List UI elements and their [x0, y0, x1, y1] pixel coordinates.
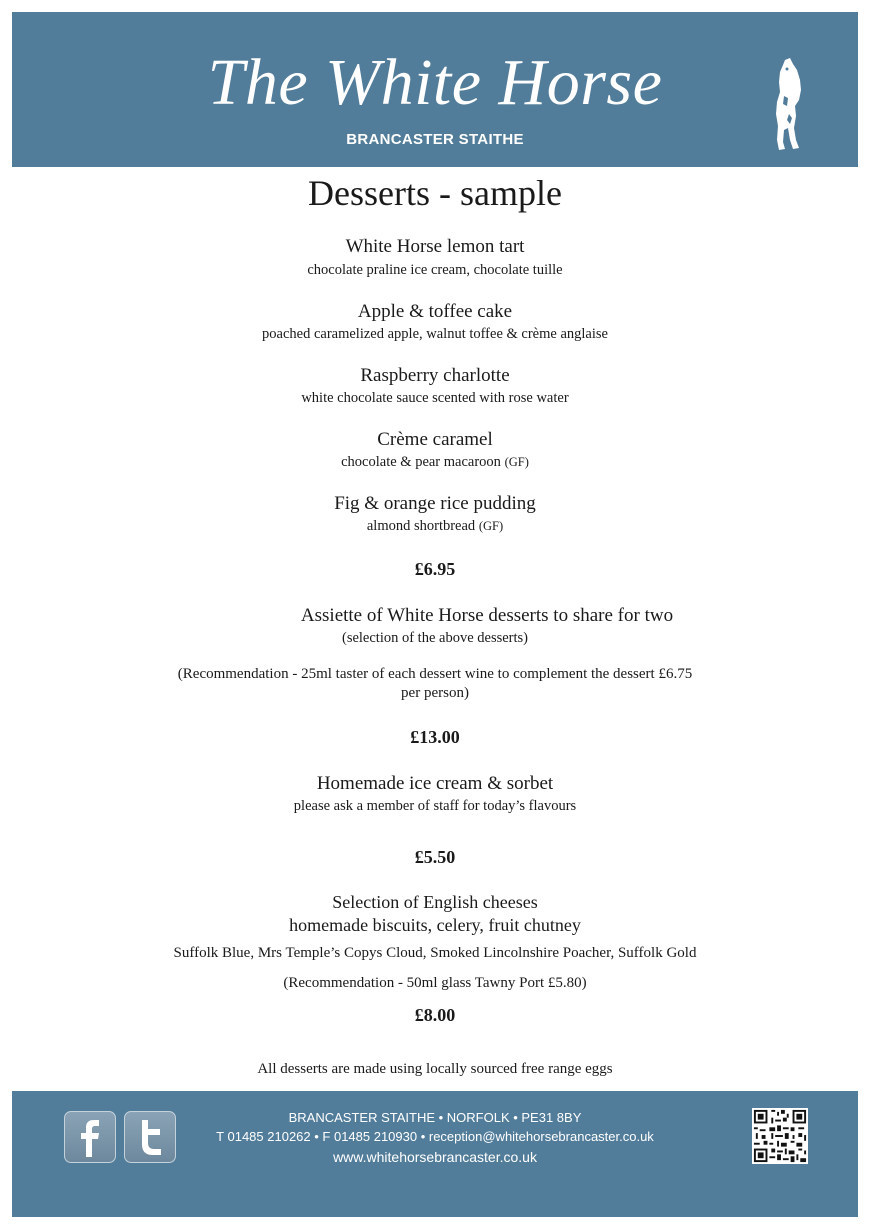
dish-description: almond shortbread: [366, 518, 476, 534]
dish-description: (selection of the above desserts): [341, 630, 528, 646]
price: £13.00: [410, 727, 460, 747]
recommendation: (Recommendation - 25ml taster of each dessert wine to complement the dessert £6.75: [177, 666, 693, 682]
dish-name: Homemade ice cream & sorbet: [316, 773, 554, 794]
dish-name: Crème caramel: [377, 429, 493, 450]
horse-icon: [763, 56, 813, 156]
eggs-note: All desserts are made using locally sourced free range eggs: [257, 1061, 613, 1077]
recommendation: (Recommendation - 50ml glass Tawny Port £5.80): [283, 975, 587, 991]
dish-description-line: [0, 454, 870, 471]
brand-subtitle: BRANCASTER STAITHE: [346, 131, 524, 148]
brand-title: The White Horse: [207, 46, 663, 119]
dish-description: poached caramelized apple, walnut toffee & crème anglaise: [262, 326, 608, 342]
price: £8.00: [414, 1005, 456, 1025]
price: £5.50: [414, 847, 456, 867]
footer-website[interactable]: www.whitehorsebrancaster.co.uk: [333, 1149, 537, 1165]
dish-name: Assiette of White Horse desserts to share for two: [300, 605, 674, 626]
dish-description: chocolate praline ice cream, chocolate tuille: [307, 262, 563, 278]
dish-name: Apple & toffee cake: [357, 301, 513, 322]
dish-description: please ask a member of staff for today’s flavours: [293, 798, 577, 814]
recommendation-continued: per person): [401, 685, 469, 701]
dish-name: Fig & orange rice pudding: [334, 493, 536, 514]
dish-name: Raspberry charlotte: [360, 365, 510, 386]
page-title: Desserts - sample: [308, 173, 562, 213]
footer-contact[interactable]: T 01485 210262 • F 01485 210930 • reception@whitehorsebrancaster.co.uk: [216, 1129, 654, 1144]
dish-name: Selection of English cheeses: [332, 892, 538, 912]
qr-code-icon[interactable]: [752, 1108, 808, 1164]
dish-description: white chocolate sauce scented with rose water: [301, 390, 569, 406]
price: £6.95: [414, 559, 456, 579]
dish-name: White Horse lemon tart: [345, 236, 525, 257]
cheese-list: Suffolk Blue, Mrs Temple’s Copys Cloud, Smoked Lincolnshire Poacher, Suffolk Gold: [173, 945, 697, 961]
footer-address: BRANCASTER STAITHE • NORFOLK • PE31 8BY: [288, 1110, 582, 1125]
gluten-free-tag: (GF): [504, 455, 529, 469]
dish-description: chocolate & pear macaroon: [341, 454, 501, 470]
gluten-free-tag: (GF): [478, 519, 504, 533]
dish-name-continued: homemade biscuits, celery, fruit chutney: [289, 915, 581, 935]
dish-description-line: [0, 518, 870, 535]
